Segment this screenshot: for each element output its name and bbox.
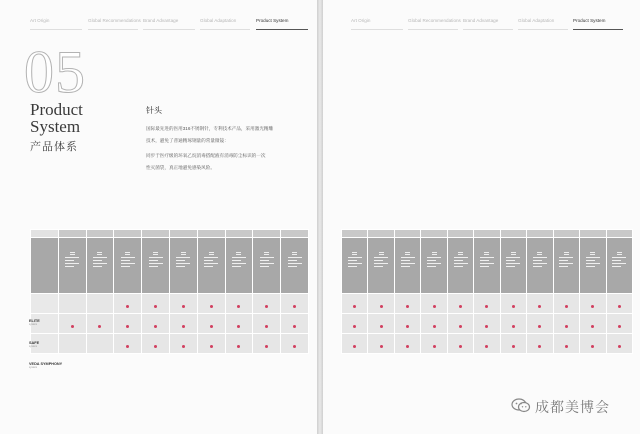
compatibility-cell [58,334,86,354]
title-product: Product [30,100,83,119]
needle-type-cell [58,238,86,294]
top-nav-right [323,18,640,30]
product-table-left [30,229,309,354]
compatibility-dot [210,345,213,348]
compatibility-dot [433,305,436,308]
compatibility-dot [182,345,185,348]
section-number: 05 [24,39,86,105]
nav-item-brand-advantage[interactable]: Brand Advantage [463,18,499,23]
needle-type-cell [142,238,170,294]
needle-icon [379,252,384,255]
column-header [553,230,579,238]
header-blank [31,230,59,238]
nav-item-product-system[interactable]: Product System [573,18,606,23]
needle-type-cell [500,238,526,294]
compatibility-cell [474,334,500,354]
compatibility-dot [591,305,594,308]
row-label-cell [31,294,59,314]
compatibility-dot [565,305,568,308]
compatibility-cell [86,314,114,334]
icon-band-label [31,238,59,294]
compatibility-cell [142,294,170,314]
compatibility-dot [353,305,356,308]
compatibility-cell [606,314,632,334]
compatibility-dot [182,305,185,308]
needle-icon [537,252,542,255]
compatibility-cell [342,334,368,354]
needle-icon [181,252,186,255]
column-header [421,230,447,238]
needle-description [586,257,600,267]
compatibility-cell [394,314,420,334]
compatibility-dot [512,345,515,348]
right-page [323,0,640,434]
compatibility-dot [98,325,101,328]
needle-icon [484,252,489,255]
needle-icon [432,252,437,255]
compatibility-dot [433,345,436,348]
compatibility-cell [580,294,606,314]
compatibility-cell [580,334,606,354]
needle-type-cell [606,238,632,294]
compatibility-cell [114,334,142,354]
compatibility-cell [253,294,281,314]
section-title: 针头 [146,106,162,115]
needle-description [65,257,79,267]
needle-icon [236,252,241,255]
column-header [281,230,309,238]
compatibility-dot [293,305,296,308]
compatibility-cell [169,294,197,314]
top-nav-left [0,18,317,30]
needle-icon [264,252,269,255]
needle-description [454,257,468,267]
left-page [0,0,317,434]
nav-item-brand-advantage[interactable]: Brand Advantage [143,18,179,23]
compatibility-dot [406,305,409,308]
compatibility-cell [253,334,281,354]
nav-divider [518,29,568,30]
compatibility-cell [253,314,281,334]
column-header [527,230,553,238]
compatibility-cell [197,334,225,354]
compatibility-dot [265,345,268,348]
needle-icon [405,252,410,255]
compatibility-cell [281,294,309,314]
paragraph-line: 同步于医疗级的环氧乙烷消毒搭配液有消毒防尘标识的一次 [146,153,266,158]
watermark-text: 成都美博会 [535,399,610,415]
compatibility-dot [182,325,185,328]
compatibility-cell [142,334,170,354]
needle-description [612,257,626,267]
compatibility-cell [606,334,632,354]
compatibility-cell [421,314,447,334]
compatibility-cell [225,334,253,354]
nav-item-product-system[interactable]: Product System [256,18,289,23]
compatibility-cell [447,334,473,354]
compatibility-cell [225,294,253,314]
row-label-safe: SAFE system [29,341,40,348]
compatibility-dot [538,325,541,328]
needle-description [480,257,494,267]
column-header [114,230,142,238]
nav-divider [463,29,513,30]
needle-description [149,257,163,267]
compatibility-cell [142,314,170,334]
needle-description [427,257,441,267]
needle-type-cell [281,238,309,294]
nav-item-art-origin[interactable]: Art Origin [351,18,371,23]
needle-type-cell [580,238,606,294]
needle-description [401,257,415,267]
compatibility-dot [265,325,268,328]
compatibility-dot [538,305,541,308]
compatibility-dot [485,345,488,348]
compatibility-dot [406,345,409,348]
column-header [606,230,632,238]
compatibility-cell [606,294,632,314]
needle-type-cell [421,238,447,294]
needle-type-cell [394,238,420,294]
compatibility-cell [114,314,142,334]
needle-description [260,257,274,267]
column-header [253,230,281,238]
nav-item-global-recommendations[interactable]: Global Recommendations [88,18,141,23]
needle-icon [153,252,158,255]
compatibility-dot [210,325,213,328]
compatibility-dot [459,325,462,328]
column-header [474,230,500,238]
needle-description [533,257,547,267]
compatibility-cell [86,334,114,354]
column-header [580,230,606,238]
row-label-elite: ELITE system [29,319,40,326]
compatibility-cell [474,294,500,314]
compatibility-cell [368,334,394,354]
compatibility-cell [394,334,420,354]
column-header [342,230,368,238]
column-header [197,230,225,238]
needle-icon [564,252,569,255]
needle-type-cell [474,238,500,294]
needle-icon [511,252,516,255]
nav-divider [30,29,82,30]
compatibility-dot [406,325,409,328]
compatibility-dot [265,305,268,308]
compatibility-cell [500,334,526,354]
needle-icon [458,252,463,255]
compatibility-dot [293,325,296,328]
needle-type-cell [368,238,394,294]
column-header [368,230,394,238]
paragraph-line: 技术，避免了普通精琢钢量的常量微镜： [146,138,229,143]
compatibility-cell [281,314,309,334]
compatibility-dot [538,345,541,348]
product-table-right [341,229,633,354]
compatibility-cell [421,294,447,314]
needle-description [348,257,362,267]
paragraph-line: 性灭菌袋，真正地避免感染风险。 [146,165,215,170]
column-header [58,230,86,238]
compatibility-dot [380,345,383,348]
compatibility-dot [485,325,488,328]
nav-item-global-recommendations[interactable]: Global Recommendations [408,18,461,23]
compatibility-dot [618,325,621,328]
compatibility-cell [197,314,225,334]
wechat-icon [511,398,531,413]
needle-type-cell [553,238,579,294]
needle-icon [97,252,102,255]
compatibility-dot [512,305,515,308]
nav-divider [88,29,138,30]
compatibility-cell [447,314,473,334]
compatibility-cell [553,294,579,314]
column-header [169,230,197,238]
compatibility-dot [126,325,129,328]
compatibility-dot [293,345,296,348]
nav-divider-active [256,29,308,30]
nav-item-global-adaptation[interactable]: Global Adaptation [200,18,237,23]
compatibility-dot [154,305,157,308]
compatibility-dot [353,325,356,328]
compatibility-cell [86,294,114,314]
compatibility-cell [58,294,86,314]
compatibility-cell [527,314,553,334]
compatibility-dot [126,345,129,348]
nav-item-art-origin[interactable]: Art Origin [30,18,50,23]
nav-divider-active [573,29,623,30]
column-header [225,230,253,238]
needle-type-cell [527,238,553,294]
compatibility-cell [197,294,225,314]
needle-type-cell [197,238,225,294]
compatibility-dot [591,325,594,328]
compatibility-dot [154,325,157,328]
compatibility-dot [380,325,383,328]
compatibility-dot [380,305,383,308]
compatibility-cell [368,294,394,314]
compatibility-dot [485,305,488,308]
row-label-veda-symphony: VEDA SYMPHONY system [29,362,63,369]
title-system: System [30,117,81,136]
needle-icon [209,252,214,255]
compatibility-cell [527,334,553,354]
compatibility-cell [394,294,420,314]
needle-description [176,257,190,267]
column-header [447,230,473,238]
compatibility-cell [500,314,526,334]
column-header [142,230,170,238]
needle-description [93,257,107,267]
compatibility-dot [565,345,568,348]
needle-icon [617,252,622,255]
compatibility-cell [527,294,553,314]
compatibility-cell [580,314,606,334]
needle-description [121,257,135,267]
compatibility-dot [210,305,213,308]
compatibility-cell [114,294,142,314]
needle-type-cell [86,238,114,294]
compatibility-cell [500,294,526,314]
nav-divider [200,29,250,30]
needle-type-cell [253,238,281,294]
compatibility-dot [591,345,594,348]
compatibility-dot [565,325,568,328]
needle-icon [125,252,130,255]
compatibility-dot [512,325,515,328]
nav-divider [143,29,195,30]
compatibility-cell [342,314,368,334]
compatibility-dot [353,345,356,348]
compatibility-cell [342,294,368,314]
compatibility-dot [126,305,129,308]
nav-divider [408,29,458,30]
needle-description [204,257,218,267]
needle-icon [292,252,297,255]
compatibility-dot [618,345,621,348]
compatibility-dot [459,305,462,308]
needle-icon [352,252,357,255]
compatibility-cell [225,314,253,334]
needle-description [559,257,573,267]
compatibility-dot [237,325,240,328]
needle-type-cell [169,238,197,294]
compatibility-cell [58,314,86,334]
compatibility-dot [237,305,240,308]
compatibility-cell [553,334,579,354]
needle-type-cell [225,238,253,294]
column-header [394,230,420,238]
column-header [86,230,114,238]
needle-description [288,257,302,267]
compatibility-cell [169,314,197,334]
title-cn: 产品体系 [30,141,78,153]
needle-type-cell [114,238,142,294]
compatibility-cell [169,334,197,354]
needle-description [232,257,246,267]
compatibility-dot [237,345,240,348]
compatibility-dot [433,325,436,328]
nav-item-global-adaptation[interactable]: Global Adaptation [518,18,555,23]
compatibility-dot [154,345,157,348]
compatibility-dot [459,345,462,348]
compatibility-cell [447,294,473,314]
compatibility-cell [553,314,579,334]
compatibility-dot [71,325,74,328]
compatibility-cell [368,314,394,334]
needle-icon [590,252,595,255]
needle-type-cell [447,238,473,294]
nav-divider [351,29,403,30]
compatibility-cell [474,314,500,334]
needle-description [506,257,520,267]
needle-icon [70,252,75,255]
paragraph-line: 国际最先进的医用316不锈钢针，专利技术产品，采用激光精雕 [146,126,274,131]
needle-type-cell [342,238,368,294]
column-header [500,230,526,238]
compatibility-cell [281,334,309,354]
compatibility-cell [421,334,447,354]
needle-description [374,257,388,267]
watermark [511,396,633,416]
compatibility-dot [618,305,621,308]
